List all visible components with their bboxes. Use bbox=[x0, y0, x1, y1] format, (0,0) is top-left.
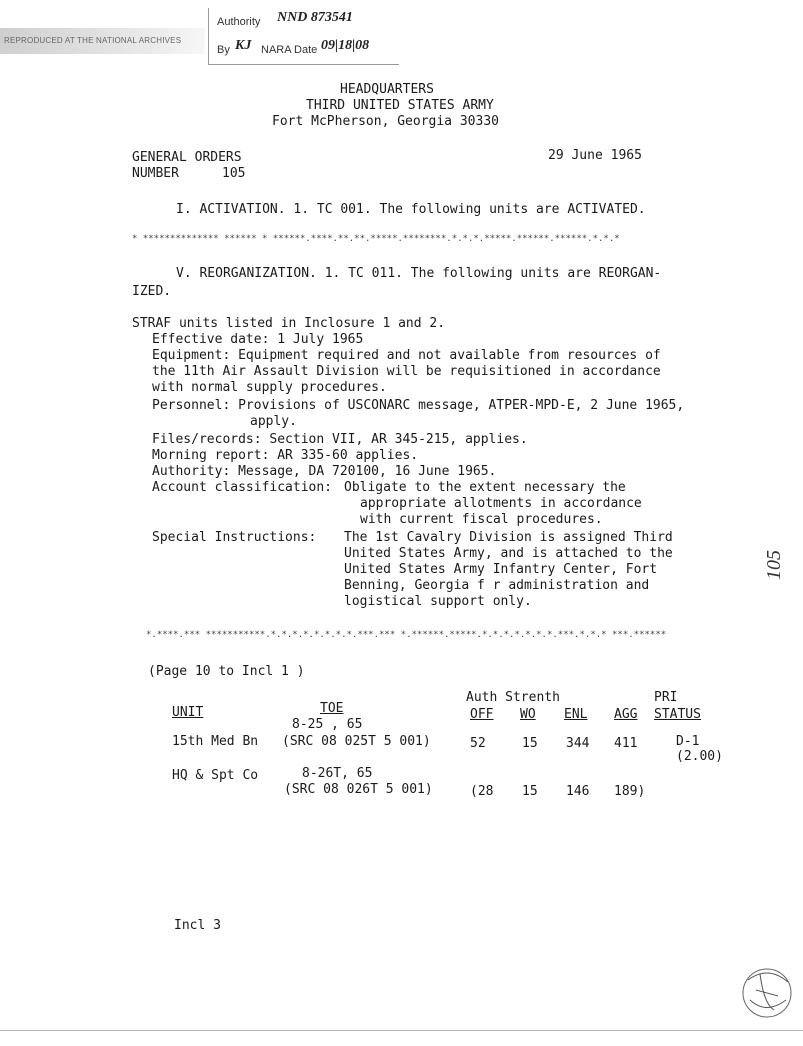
authority-line: Authority: Message, DA 720100, 16 June 1965. bbox=[152, 464, 497, 479]
straf-units: STRAF units listed in Inclosure 1 and 2. bbox=[132, 316, 446, 331]
row-toe-number: 8-26T, 65 bbox=[302, 766, 373, 781]
authority-stamp-box bbox=[208, 8, 399, 65]
nara-date-label: NARA Date bbox=[261, 44, 318, 56]
personnel-line2: apply. bbox=[250, 414, 297, 429]
special-line2: United States Army, and is attached to the bbox=[344, 546, 673, 561]
inclosure-label: Incl 3 bbox=[174, 918, 221, 933]
row-src: (SRC 08 026T 5 001) bbox=[284, 782, 433, 797]
special-line4: Benning, Georgia f r administration and bbox=[344, 578, 650, 593]
account-line2: appropriate allotments in accordance bbox=[360, 496, 642, 511]
header-headquarters: HEADQUARTERS bbox=[340, 82, 434, 97]
separator-stars-2: *.****.*** ***********.*.*.*.*.*.*.*.*.***.*** *.******.*****.*.*.*.*.*.*.*.***.*.*.* ***.****** bbox=[146, 630, 667, 640]
col-status-header: STATUS bbox=[654, 707, 701, 722]
row-agg: 411 bbox=[614, 736, 638, 751]
auth-strength-header: Auth Strenth bbox=[466, 690, 560, 705]
handwritten-seal-icon bbox=[738, 960, 796, 1022]
equipment-line3: with normal supply procedures. bbox=[152, 380, 387, 395]
handwritten-margin-note: 105 bbox=[763, 550, 785, 580]
page-edge-line bbox=[0, 1030, 803, 1031]
row-off: (28 bbox=[470, 784, 494, 799]
separator-stars: * ************** ****** * ******.****.**.**.*****.********.*.*.*.*****.******.******.*.*.* bbox=[132, 234, 620, 244]
row-wo: 15 bbox=[522, 736, 538, 751]
general-orders-label: GENERAL ORDERS bbox=[132, 150, 242, 165]
col-enl-header: ENL bbox=[564, 707, 588, 722]
account-line1: Obligate to the extent necessary the bbox=[344, 480, 626, 495]
by-label: By bbox=[217, 44, 230, 56]
effective-date: Effective date: 1 July 1965 bbox=[152, 332, 364, 347]
row-enl: 344 bbox=[566, 736, 590, 751]
col-unit-header: UNIT bbox=[172, 705, 204, 720]
personnel-line1: Personnel: Provisions of USCONARC message, ATPER-MPD-E, 2 June 1965, bbox=[152, 398, 685, 413]
equipment-line2: the 11th Air Assault Division will be requisitioned in accordance bbox=[152, 364, 661, 379]
morning-report: Morning report: AR 335-60 applies. bbox=[152, 448, 419, 463]
account-classification-label: Account classification: bbox=[152, 480, 333, 495]
header-location: Fort McPherson, Georgia 30330 bbox=[272, 114, 499, 129]
authority-label: Authority bbox=[217, 16, 261, 28]
header-army: THIRD UNITED STATES ARMY bbox=[306, 98, 494, 113]
number-label: NUMBER bbox=[132, 166, 179, 181]
reorganization-line: V. REORGANIZATION. 1. TC 011. The following units are REORGAN- bbox=[176, 266, 662, 281]
row-status-rating: (2.00) bbox=[676, 749, 723, 764]
col-wo-header: WO bbox=[520, 707, 536, 722]
special-line5: logistical support only. bbox=[344, 594, 532, 609]
row-wo: 15 bbox=[522, 784, 538, 799]
account-line3: with current fiscal procedures. bbox=[360, 512, 603, 527]
row-enl: 146 bbox=[566, 784, 590, 799]
number-value: 105 bbox=[222, 166, 246, 181]
special-line3: United States Army Infantry Center, Fort bbox=[344, 562, 658, 577]
row-toe-number: 8-25 , 65 bbox=[292, 717, 363, 732]
col-agg-header: AGG bbox=[614, 707, 638, 722]
row-unit: 15th Med Bn bbox=[172, 734, 259, 749]
col-toe-header: TOE bbox=[320, 701, 344, 716]
page-reference: (Page 10 to Incl 1 ) bbox=[148, 664, 305, 679]
row-unit: HQ & Spt Co bbox=[172, 768, 259, 783]
row-off: 52 bbox=[470, 736, 486, 751]
pri-header: PRI bbox=[654, 690, 678, 705]
files-records: Files/records: Section VII, AR 345-215, applies. bbox=[152, 432, 528, 447]
special-line1: The 1st Cavalry Division is assigned Third bbox=[344, 530, 673, 545]
row-agg: 189) bbox=[614, 784, 646, 799]
reorganization-line-cont: IZED. bbox=[132, 284, 172, 299]
authority-value: NND 873541 bbox=[277, 10, 353, 25]
by-value: KJ bbox=[235, 38, 252, 53]
order-date: 29 June 1965 bbox=[548, 148, 642, 163]
activation-line: I. ACTIVATION. 1. TC 001. The following units are ACTIVATED. bbox=[176, 202, 646, 217]
col-off-header: OFF bbox=[470, 707, 494, 722]
equipment-line1: Equipment: Equipment required and not available from resources of bbox=[152, 348, 661, 363]
archive-stamp: REPRODUCED AT THE NATIONAL ARCHIVES bbox=[0, 28, 205, 54]
nara-date-value: 09|18|08 bbox=[321, 38, 370, 53]
row-src: (SRC 08 025T 5 001) bbox=[282, 734, 431, 749]
special-instructions-label: Special Instructions: bbox=[152, 530, 317, 545]
row-status: D-1 bbox=[676, 734, 700, 749]
